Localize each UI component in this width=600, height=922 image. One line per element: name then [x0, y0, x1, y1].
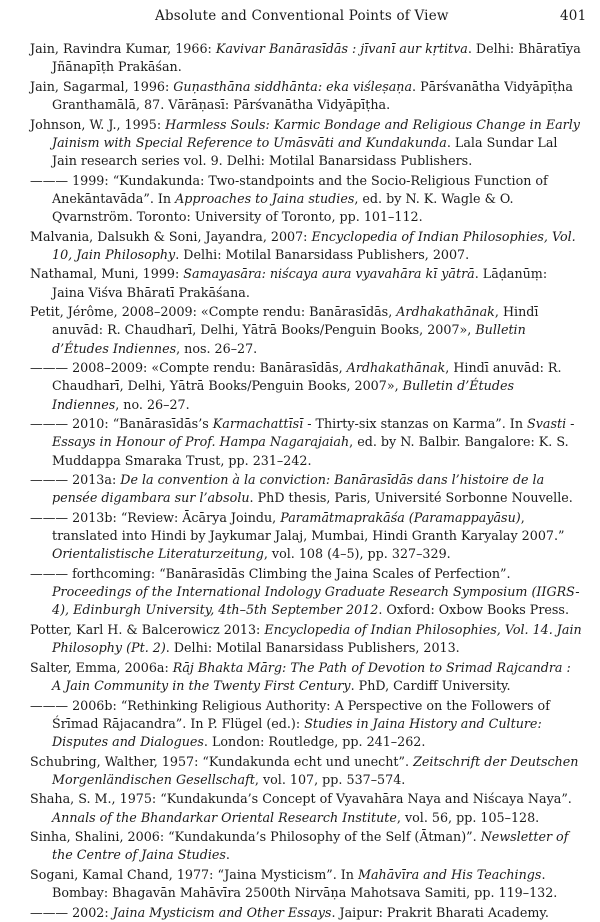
bibliography-entry: Jain, Sagarmal, 1996: Guṇasthāna siddhānta: eka viśleṣaṇa. Pārśvanātha Vidyāpīṭha Granthamālā, 87. Vārāṇasī: Pārśvanātha Vidyāpīṭha. — [30, 78, 573, 112]
bibliography-entry: Salter, Emma, 2006a: Rāj Bhakta Mārg: The Path of Devotion to Srimad Rajcandra : A Jain Community in the Twenty First Century. PhD, Cardiff University. — [30, 659, 571, 693]
page-number: 401 — [560, 8, 587, 24]
bibliography-entry: ——— forthcoming: “Banārasīdās Climbing the Jaina Scales of Perfection”. Proceedings of the International Indology Graduate Research Symposium (IIGRS-4), Edinburgh University, 4th–5th September 2012. Oxford: Oxbow Books Press. — [30, 565, 580, 618]
bibliography-entry: Sinha, Shalini, 2006: “Kundakunda’s Philosophy of the Self (Ātman)”. Newsletter of the Centre of Jaina Studies. — [30, 829, 569, 863]
bibliography-entry: ——— 1999: “Kundakunda: Two-standpoints and the Socio-Religious Function of Anekāntavāda”. In Approaches to Jaina studies, ed. by N. K. Wagle & O. Qvarnström. Toronto: University of Toronto, pp. 101–112. — [30, 172, 548, 224]
bibliography-entry: Nathamal, Muni, 1999: Samayasāra: niścaya aura vyavahāra kī yātrā. Lāḍanūṃ: Jaina Viśva Bhāratī Prakāśana. — [30, 266, 548, 300]
bibliography-entry: Johnson, W. J., 1995: Harmless Souls: Karmic Bondage and Religious Change in Early Jainism with Special Reference to Umāsvāti and Kundakunda. Lala Sundar Lal Jain research series vol. 9. Delhi: Motilal Banarsidass Publishers. — [30, 116, 580, 168]
bibliography-entry: ——— 2013a: De la convention à la conviction: Banārasīdās dans l’histoire de la pensée digambara sur l’absolu. PhD thesis, Paris, Université Sorbonne Nouvelle. — [30, 472, 573, 506]
bibliography-entry: Petit, Jérôme, 2008–2009: «Compte rendu: Banārasīdās, Ardhakathānak, Hindī anuvād: R. Chaudharī, Delhi, Yātrā Books/Penguin Books, 2007», Bulletin d’Études Indiennes, nos. 26–27. — [30, 304, 539, 356]
bibliography-entry: ——— 2006b: “Rethinking Religious Authority: A Perspective on the Followers of Śrīmad Rājacandra”. In P. Flügel (ed.): Studies in Jaina History and Culture: Disputes and Dialogues. London: Routledge, pp. 241–262. — [30, 697, 550, 749]
bibliography-entry: ——— 2010: “Banārasīdās’s Karmachattīsī - Thirty-six stanzas on Karma”. In Svasti - Essays in Honour of Prof. Hampa Nagarajaiah, ed. by N. Balbir. Bangalore: K. S. Muddappa Smaraka Trust, pp. 231–242. — [30, 416, 575, 468]
bibliography-entry: Potter, Karl H. & Balcerowicz 2013: Encyclopedia of Indian Philosophies, Vol. 14. Jain Philosophy (Pt. 2). Delhi: Motilal Banarsidass Publishers, 2013. — [30, 621, 582, 656]
running-head-title: Absolute and Conventional Points of View — [155, 8, 449, 24]
bibliography-entry: Malvania, Dalsukh & Soni, Jayandra, 2007: Encyclopedia of Indian Philosophies, Vol. 10, Jain Philosophy. Delhi: Motilal Banarsidass Publishers, 2007. — [30, 228, 576, 262]
bibliography-list — [30, 40, 582, 922]
bibliography-entry: Sogani, Kamal Chand, 1977: “Jaina Mysticism”. In Mahāvīra and His Teachings. Bombay: Bhagavān Mahāvīra 2500th Nirvāṇa Mahotsava Samiti, pp. 119–132. — [30, 866, 558, 901]
bibliography-entry: ——— 2008–2009: «Compte rendu: Banārasīdās, Ardhakathānak, Hindī anuvād: R. Chaudharī, Delhi, Yātrā Books/Penguin Books, 2007», Bulletin d’Études Indiennes, no. 26–27. — [30, 360, 562, 412]
bibliography-entry: Schubring, Walther, 1957: “Kundakunda echt und unecht”. Zeitschrift der Deutschen Morgenländischen Gesellschaft, vol. 107, pp. 537–574. — [30, 753, 579, 787]
bibliography-entry: ——— 2002: Jaina Mysticism and Other Essays. Jaipur: Prakrit Bharati Academy. — [30, 904, 549, 920]
bibliography-entry: Shaha, S. M., 1975: “Kundakunda’s Concept of Vyavahāra Naya and Niścaya Naya”. Annals of the Bhandarkar Oriental Research Institute, vol. 56, pp. 105–128. — [30, 791, 572, 825]
bibliography-entry: ——— 2013b: “Review: Ācārya Joindu, Paramātmaprakāśa (Paramappayāsu), translated into Hindi by Jaykumar Jalaj, Mumbai, Hindi Granth Karyalay 2007.” Orientalistische Literaturzeitung, vol. 108 (4–5), pp. 327–329. — [30, 509, 565, 562]
bibliography-entry: Jain, Ravindra Kumar, 1966: Kavivar Banārasīdās : jīvanī aur kṛtitva. Delhi: Bhāratīya Jñānapīṭh Prakāśan. — [30, 41, 581, 75]
